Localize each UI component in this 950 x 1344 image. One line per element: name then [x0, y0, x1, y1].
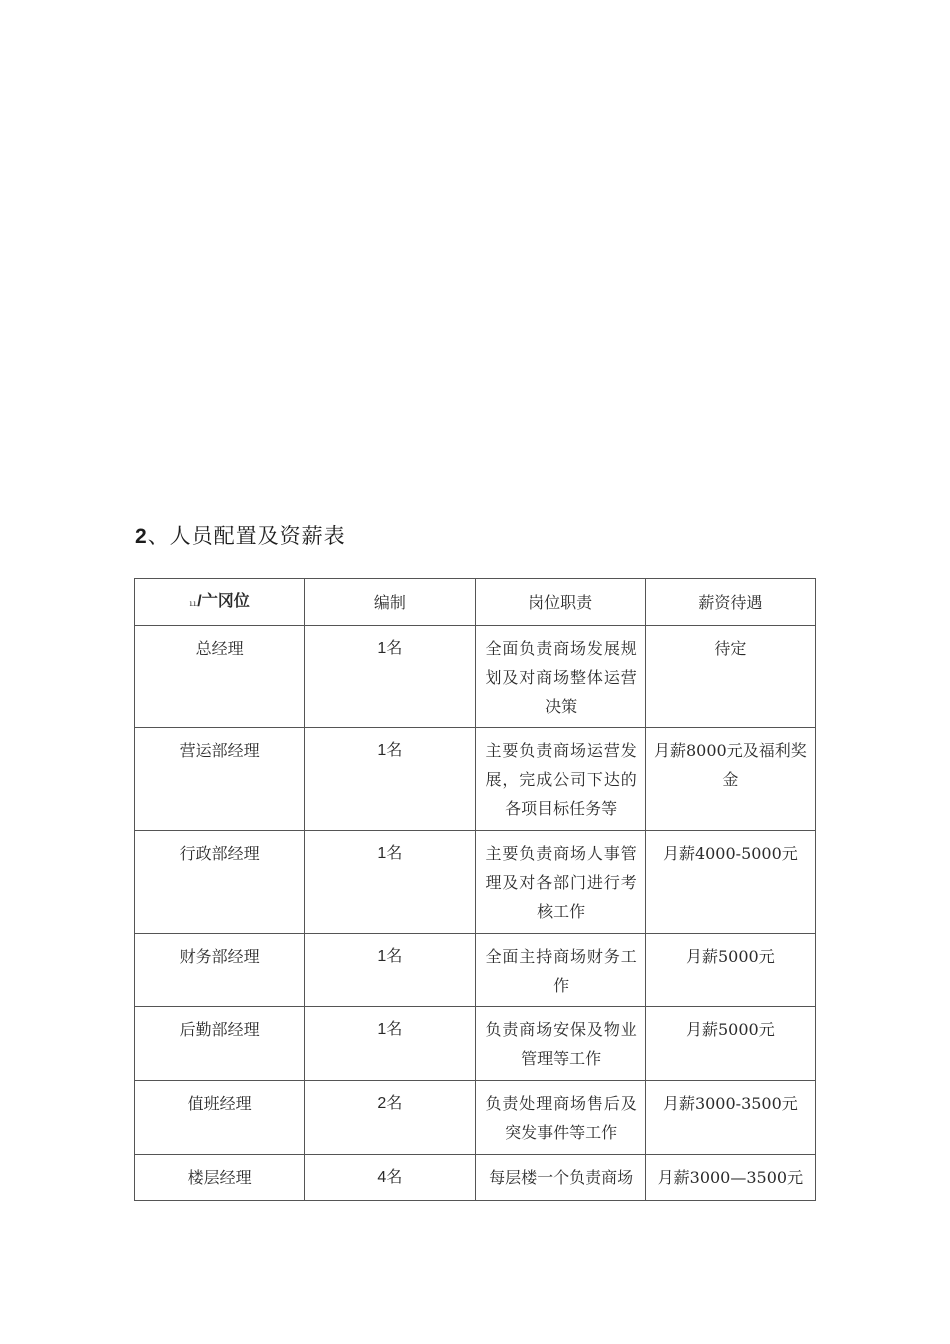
- cell-headcount: 1名: [305, 831, 475, 934]
- cell-position: 行政部经理: [135, 831, 305, 934]
- cell-headcount: 1名: [305, 728, 475, 831]
- cell-position: 总经理: [135, 626, 305, 728]
- table-row: [135, 626, 816, 728]
- cell-position: 后勤部经理: [135, 1007, 305, 1081]
- cell-headcount: 1名: [305, 626, 475, 728]
- section-number: 2: [135, 525, 148, 548]
- table-header-row: [135, 579, 816, 626]
- cell-duties: [475, 1081, 645, 1155]
- header-position: [135, 579, 305, 626]
- cell-salary: 月薪8000元及福利奖金: [645, 728, 815, 831]
- table-row: [135, 1007, 816, 1081]
- cell-duties-text: 负责处理商场售后及突发事件等工作: [485, 1094, 637, 1142]
- cell-duties: [475, 831, 645, 934]
- cell-duties-text: 全面负责商场发展规划及对商场整体运营决策: [485, 639, 637, 716]
- table-row: [135, 831, 816, 934]
- staffing-salary-table: [134, 578, 816, 1201]
- cell-duties: [475, 728, 645, 831]
- table-row: [135, 1155, 816, 1201]
- cell-position: 楼层经理: [135, 1155, 305, 1201]
- cell-duties-text: 主要负责商场人事管理及对各部门进行考核工作: [485, 844, 637, 921]
- header-salary: 薪资待遇: [645, 579, 815, 626]
- cell-duties-text: 每层楼一个负责商场: [489, 1168, 634, 1187]
- cell-position: 财务部经理: [135, 934, 305, 1007]
- cell-headcount: 1名: [305, 934, 475, 1007]
- table-row: [135, 1081, 816, 1155]
- cell-headcount: 4名: [305, 1155, 475, 1201]
- cell-salary: 月薪3000—3500元: [645, 1155, 815, 1201]
- cell-position: 值班经理: [135, 1081, 305, 1155]
- header-headcount: 编制: [305, 579, 475, 626]
- cell-headcount: 1名: [305, 1007, 475, 1081]
- cell-duties: [475, 1007, 645, 1081]
- cell-position: 营运部经理: [135, 728, 305, 831]
- header-duties: 岗位职责: [475, 579, 645, 626]
- cell-duties: [475, 626, 645, 728]
- cell-salary: 月薪4000-5000元: [645, 831, 815, 934]
- cell-duties-text: 主要负责商场运营发展，完成公司下达的各项目标任务等: [485, 741, 637, 818]
- cell-salary: 月薪3000-3500元: [645, 1081, 815, 1155]
- cell-duties-text: 全面主持商场财务工作: [485, 947, 637, 995]
- section-heading: [135, 520, 346, 550]
- header-position-label: /亠冈位: [197, 593, 250, 610]
- cell-salary: 月薪5000元: [645, 934, 815, 1007]
- header-position-prefix: ււ: [189, 599, 198, 608]
- section-title: 、人员配置及资薪表: [147, 524, 346, 548]
- cell-salary: 待定: [645, 626, 815, 728]
- cell-headcount: 2名: [305, 1081, 475, 1155]
- cell-duties: [475, 934, 645, 1007]
- cell-duties: [475, 1155, 645, 1201]
- cell-salary: 月薪5000元: [645, 1007, 815, 1081]
- table-row: [135, 728, 816, 831]
- cell-duties-text: 负责商场安保及物业管理等工作: [485, 1020, 637, 1068]
- table-row: [135, 934, 816, 1007]
